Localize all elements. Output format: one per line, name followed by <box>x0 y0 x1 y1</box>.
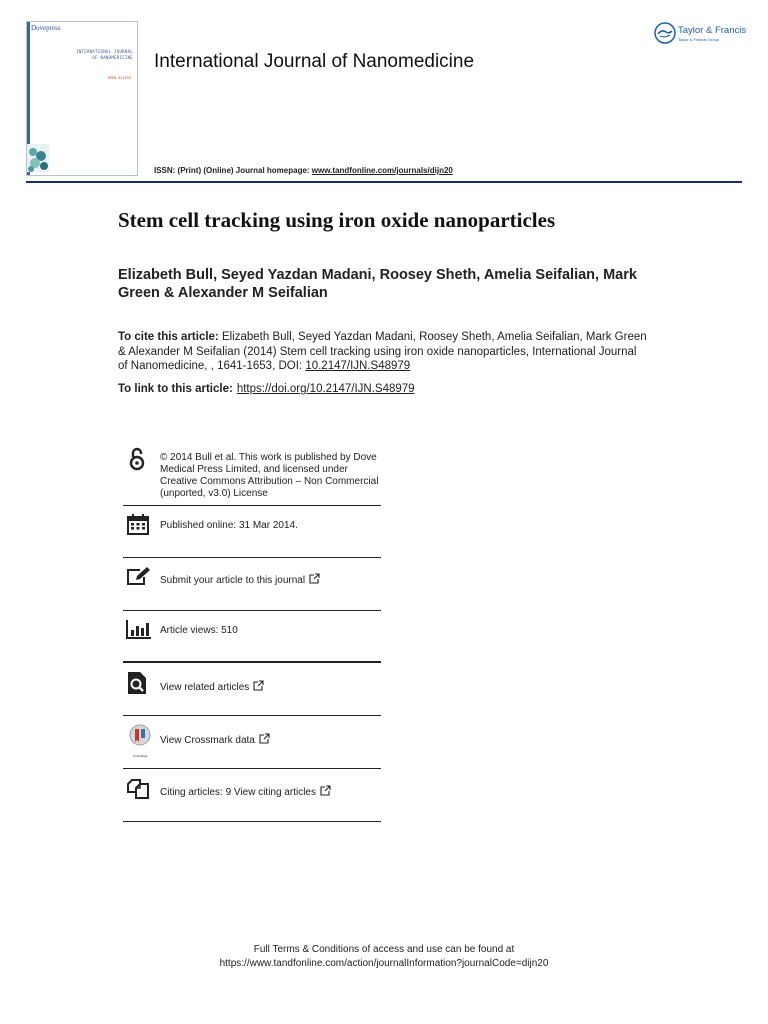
publisher-logo-group: Taylor & Francis Group <box>678 37 719 42</box>
license-item <box>123 440 381 506</box>
citing-label: Citing articles: 9 View citing articles <box>160 787 316 798</box>
cite-label: To cite this article: <box>118 331 219 343</box>
submit-item[interactable] <box>123 558 381 611</box>
open-access-icon <box>126 446 148 472</box>
taylor-francis-icon <box>654 22 676 44</box>
cover-publisher: Dovepress <box>31 24 61 32</box>
submit-label: Submit your article to this journal <box>160 575 306 586</box>
header-divider <box>26 181 742 183</box>
citing-item[interactable] <box>123 769 381 822</box>
issn-text: ISSN: (Print) (Online) Journal homepage: <box>154 166 312 175</box>
footer-terms-text: Full Terms & Conditions of access and use can be found at <box>253 944 515 955</box>
citation-block <box>118 330 648 374</box>
article-title: Stem cell tracking using iron oxide nanoparticles <box>118 208 556 232</box>
journal-name: International Journal of Nanomedicine <box>154 51 475 72</box>
publisher-logo <box>654 22 747 46</box>
article-authors: Elizabeth Bull, Seyed Yazdan Madani, Roosey Sheth, Amelia Seifalian, Mark Green & Alexander M Seifalian <box>118 267 637 301</box>
journal-cover-image <box>26 21 138 176</box>
issn-line <box>154 166 453 175</box>
related-link[interactable] <box>160 680 264 694</box>
journal-homepage-link[interactable]: www.tandfonline.com/journals/dijn20 <box>311 166 453 175</box>
cover-title-line-2: OF NANOMEDICINE <box>92 55 133 60</box>
cover-title <box>43 49 133 61</box>
footer-terms-url[interactable]: https://www.tandfonline.com/action/journalInformation?journalCode=dijn20 <box>219 958 549 969</box>
published-date: Published online: 31 Mar 2014. <box>160 520 298 531</box>
bar-chart-icon <box>126 619 152 639</box>
external-link-icon <box>259 733 270 744</box>
related-label: View related articles <box>160 682 250 693</box>
article-link-line <box>118 383 415 395</box>
cite-doi-link[interactable]: 10.2147/IJN.S48979 <box>305 360 411 372</box>
crossmark-icon-label: CrossMark <box>132 754 148 758</box>
article-doi-link[interactable]: https://doi.org/10.2147/IJN.S48979 <box>236 383 415 395</box>
link-label: To link to this article: <box>118 383 233 395</box>
crossmark-item[interactable] <box>123 716 381 769</box>
external-link-icon <box>320 785 331 796</box>
publisher-logo-name: Taylor & Francis <box>678 25 747 36</box>
edit-icon <box>126 566 152 586</box>
cover-artwork <box>27 144 49 172</box>
cover-title-line-1: INTERNATIONAL JOURNAL <box>76 49 133 54</box>
related-item[interactable] <box>123 663 381 716</box>
published-item <box>123 506 381 558</box>
license-text: © 2014 Bull et al. This work is published by Dove Medical Press Limited, and licensed under Creative Commons Attribution – Non Commercial (unported, v3.0) License <box>160 452 379 499</box>
views-item <box>123 611 381 663</box>
calendar-icon <box>126 514 150 536</box>
cover-open-access: OPEN ACCESS <box>107 76 131 80</box>
related-articles-icon <box>126 671 148 695</box>
citing-articles-icon <box>126 778 152 800</box>
crossmark-link[interactable] <box>160 733 270 747</box>
views-count: Article views: 510 <box>160 625 238 636</box>
crossmark-icon <box>126 724 154 752</box>
footer <box>0 943 768 971</box>
submit-link[interactable] <box>160 573 320 587</box>
citing-link[interactable] <box>160 785 331 799</box>
crossmark-label: View Crossmark data <box>160 735 255 746</box>
cite-text: Elizabeth Bull, Seyed Yazdan Madani, Roosey Sheth, Amelia Seifalian, Mark Green & Alexander M Seifalian (2014) Stem cell tracking using iron oxide nanoparticles, International Journal of Nanomedicine, , 1641-1653, DOI: <box>118 331 647 372</box>
external-link-icon <box>309 573 320 584</box>
article-info-list <box>123 440 381 822</box>
external-link-icon <box>253 680 264 691</box>
